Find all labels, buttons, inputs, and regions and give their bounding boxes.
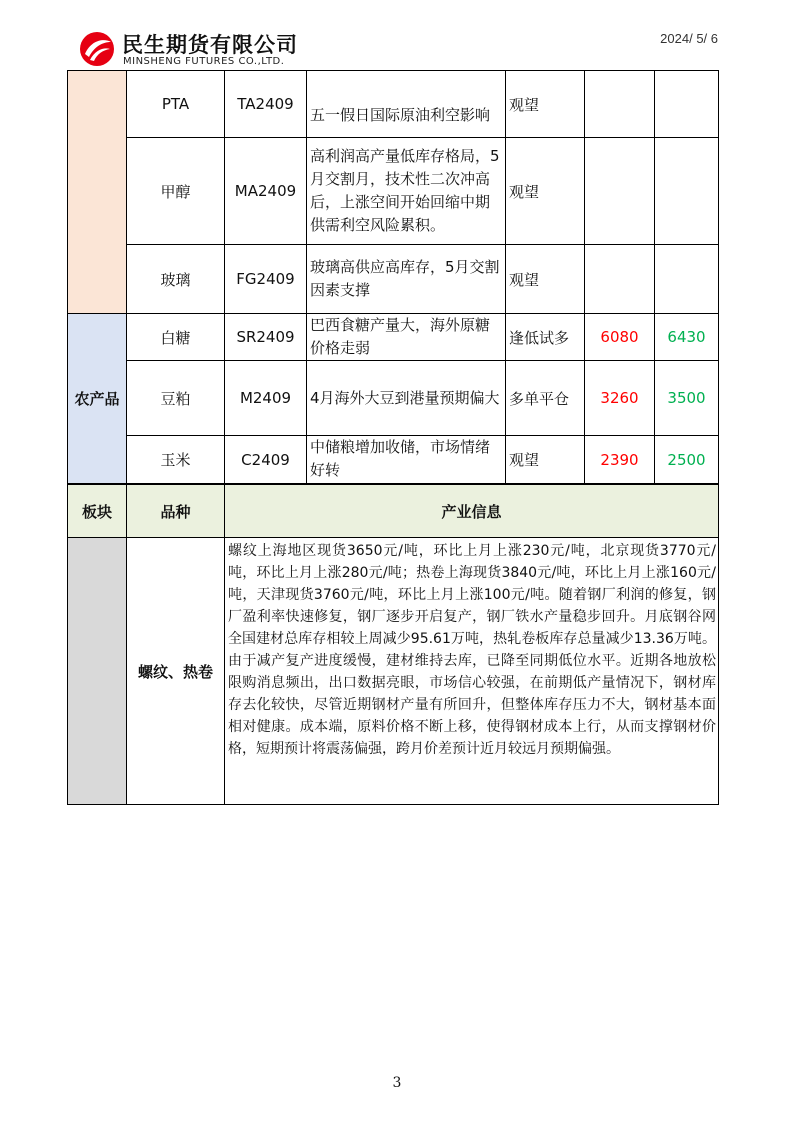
- page-header: [78, 28, 718, 70]
- high-price-cell: [655, 138, 719, 245]
- operation-cell: 逢低试多: [506, 314, 585, 361]
- contract-cell: MA2409: [225, 138, 307, 245]
- low-price-cell: [585, 71, 655, 138]
- table-row: [68, 138, 719, 245]
- low-price-cell: [585, 245, 655, 314]
- variety-cell: 玉米: [127, 436, 225, 484]
- company-name-en: MINSHENG FUTURES CO.,LTD.: [123, 56, 285, 67]
- variety-cell: 甲醇: [127, 138, 225, 245]
- table-row: [68, 245, 719, 314]
- contract-cell: C2409: [225, 436, 307, 484]
- high-price-cell: [655, 71, 719, 138]
- table-row: [68, 538, 719, 805]
- desc-cell: 巴西食糖产量大，海外原糖价格走弱: [307, 314, 506, 361]
- sector-cell-chem: [68, 71, 127, 314]
- low-price-cell: 6080: [585, 314, 655, 361]
- contract-cell: FG2409: [225, 245, 307, 314]
- variety-cell: PTA: [127, 71, 225, 138]
- operation-cell: 多单平仓: [506, 361, 585, 436]
- variety-cell: 白糖: [127, 314, 225, 361]
- variety-cell: 豆粕: [127, 361, 225, 436]
- variety-cell: 玻璃: [127, 245, 225, 314]
- desc-cell: 4月海外大豆到港量预期偏大: [307, 361, 506, 436]
- contract-cell: TA2409: [225, 71, 307, 138]
- low-price-cell: 2390: [585, 436, 655, 484]
- strategy-table: [67, 70, 719, 484]
- low-price-cell: 3260: [585, 361, 655, 436]
- sector-cell-agri: 农产品: [68, 314, 127, 484]
- table-row: [68, 71, 719, 138]
- page-number: 3: [392, 1075, 402, 1091]
- desc-cell: 高利润高产量低库存格局，5月交割月，技术性二次冲高后，上涨空间开始回缩中期供需利空风险累积。: [307, 138, 506, 245]
- table-row: [68, 361, 719, 436]
- operation-cell: 观望: [506, 138, 585, 245]
- operation-cell: 观望: [506, 71, 585, 138]
- contract-cell: M2409: [225, 361, 307, 436]
- operation-cell: 观望: [506, 436, 585, 484]
- desc-cell: 五一假日国际原油利空影响: [307, 71, 506, 138]
- high-price-cell: [655, 245, 719, 314]
- header-industry-info: 产业信息: [225, 485, 719, 538]
- high-price-cell: 3500: [655, 361, 719, 436]
- header-sector: 板块: [68, 485, 127, 538]
- industry-info-text: 螺纹上海地区现货3650元/吨，环比上月上涨230元/吨，北京现货3770元/吨，环比上月上涨280元/吨；热卷上海现货3840元/吨，环比上月上涨160元/吨，天津现货3760元/吨，环比上月上涨100元/吨。随着钢厂利润的修复，钢厂盈利率快速修复，钢厂逐步开启复产，钢厂铁水产量稳步回升。月底钢谷网全国建材总库存相较上周减少95.61万吨，热轧卷板库存总量减少13.36万吨。由于减产复产进度缓慢，建材维持去库，已降至同期低位水平。近期各地放松限购消息频出，出口数据亮眼，市场信心较强，在前期低产量情况下，钢材库存去化较快，尽管近期钢材产量有所回升，但整体库存压力不大，钢材基本面相对健康。成本端，原料价格不断上移，使得钢材成本上行，从而支撑钢材价格，短期预计将震荡偏强，跨月价差预计近月较远月预期偏强。: [225, 538, 719, 805]
- company-name-cn: 民生期货有限公司: [122, 33, 298, 57]
- contract-cell: SR2409: [225, 314, 307, 361]
- table-row: [68, 314, 719, 361]
- report-date: 2024/ 5/ 6: [660, 31, 718, 46]
- desc-cell: 玻璃高供应高库存，5月交割因素支撑: [307, 245, 506, 314]
- header-variety: 品种: [127, 485, 225, 538]
- variety-cell: 螺纹、热卷: [127, 538, 225, 805]
- high-price-cell: 2500: [655, 436, 719, 484]
- low-price-cell: [585, 138, 655, 245]
- high-price-cell: 6430: [655, 314, 719, 361]
- sector-cell-steel: [68, 538, 127, 805]
- table-header-row: [68, 485, 719, 538]
- industry-info-table: [67, 484, 719, 805]
- minsheng-logo-icon: [78, 30, 116, 68]
- table-row: [68, 436, 719, 484]
- operation-cell: 观望: [506, 245, 585, 314]
- desc-cell: 中储粮增加收储，市场情绪好转: [307, 436, 506, 484]
